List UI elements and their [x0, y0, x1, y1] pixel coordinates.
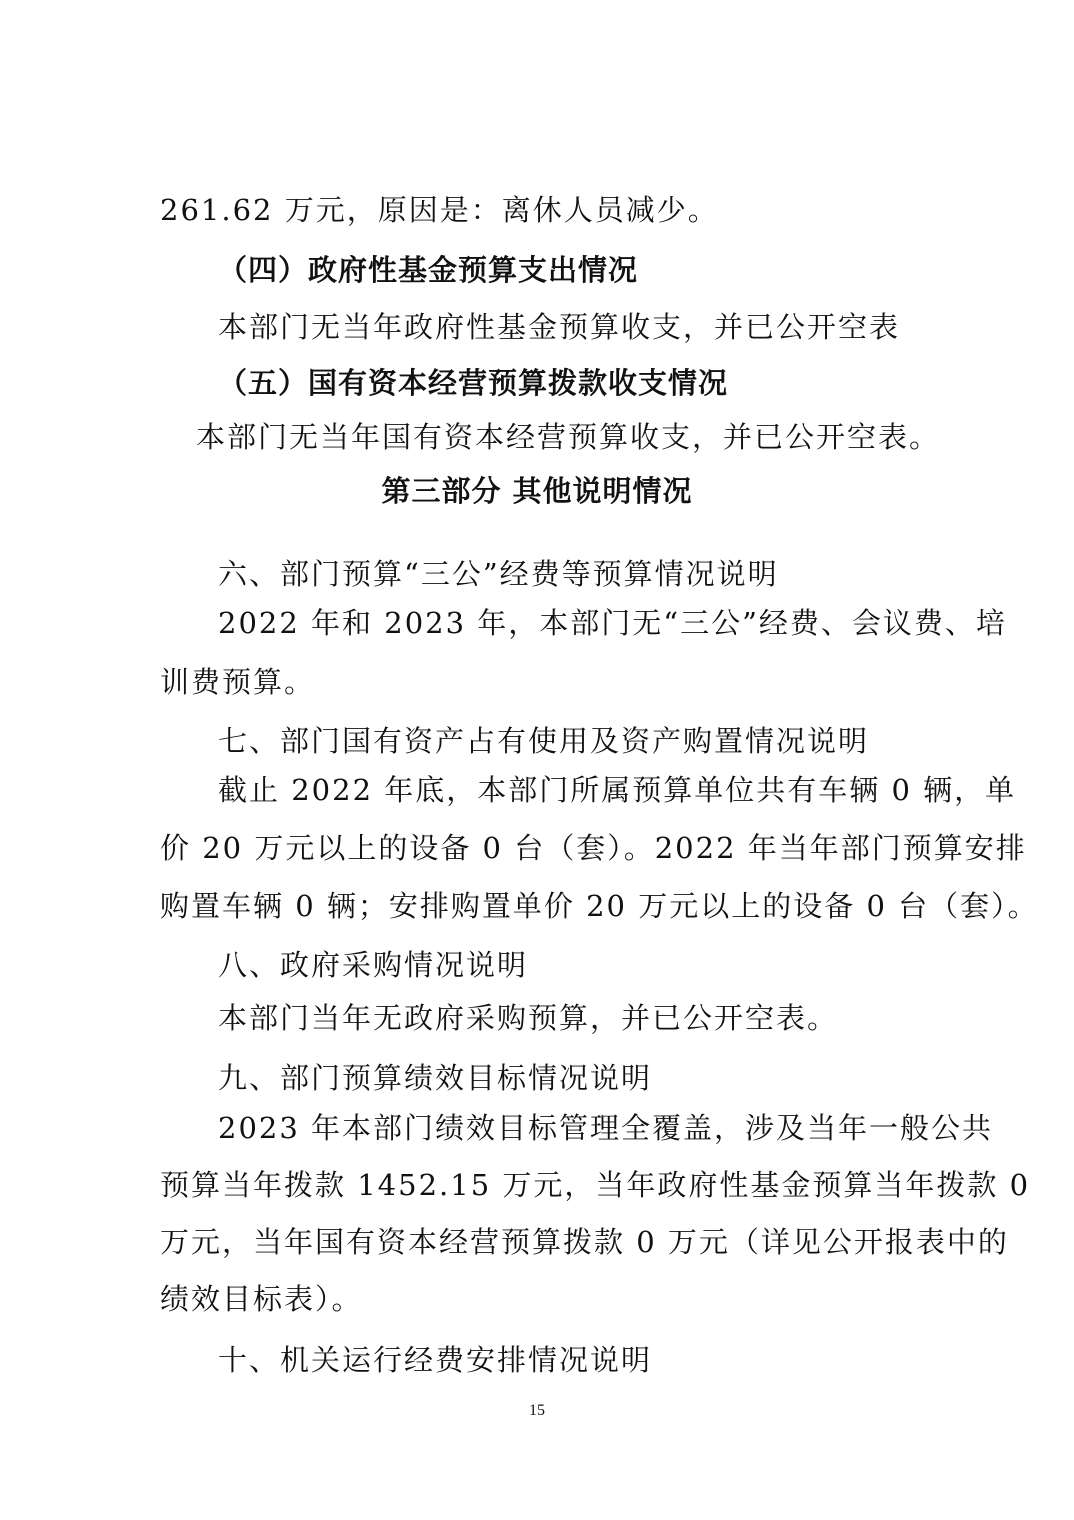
paragraph-9-line-1: 2023 年本部门绩效目标管理全覆盖，涉及当年一般公共 [218, 1111, 994, 1145]
paragraph-9-line-3: 万元，当年国有资本经营预算拨款 0 万元（详见公开报表中的 [160, 1225, 1009, 1259]
paragraph-9-line-2: 预算当年拨款 1452.15 万元，当年政府性基金预算当年拨款 0 [160, 1168, 1031, 1202]
section-4-body: 本部门无当年政府性基金预算收支，并已公开空表 [218, 310, 901, 344]
heading-10: 十、机关运行经费安排情况说明 [218, 1343, 653, 1377]
heading-8: 八、政府采购情况说明 [218, 948, 529, 982]
paragraph-7-line-2: 价 20 万元以上的设备 0 台（套）。2022 年当年部门预算安排 [160, 831, 1027, 865]
paragraph-9-line-4: 绩效目标表）。 [160, 1282, 363, 1316]
paragraph-6-line-1: 2022 年和 2023 年，本部门无“三公”经费、会议费、培 [218, 606, 1007, 640]
section-5-heading: （五）国有资本经营预算拨款收支情况 [218, 366, 729, 400]
section-5-body: 本部门无当年国有资本经营预算收支，并已公开空表。 [196, 420, 941, 454]
page-number: 15 [529, 1402, 545, 1419]
section-4-heading: （四）政府性基金预算支出情况 [218, 253, 639, 287]
part-3-title: 第三部分 其他说明情况 [381, 474, 693, 508]
heading-7: 七、部门国有资产占有使用及资产购置情况说明 [218, 724, 870, 758]
heading-6: 六、部门预算“三公”经费等预算情况说明 [218, 557, 779, 591]
paragraph-8: 本部门当年无政府采购预算，并已公开空表。 [218, 1001, 839, 1035]
paragraph-6-line-2: 训费预算。 [160, 665, 316, 699]
continuation-line: 261.62 万元，原因是：离休人员减少。 [160, 193, 719, 227]
paragraph-7-line-3: 购置车辆 0 辆；安排购置单价 20 万元以上的设备 0 台（套）。 [160, 889, 1039, 923]
paragraph-7-line-1: 截止 2022 年底，本部门所属预算单位共有车辆 0 辆，单 [218, 773, 1017, 807]
heading-9: 九、部门预算绩效目标情况说明 [218, 1061, 653, 1095]
